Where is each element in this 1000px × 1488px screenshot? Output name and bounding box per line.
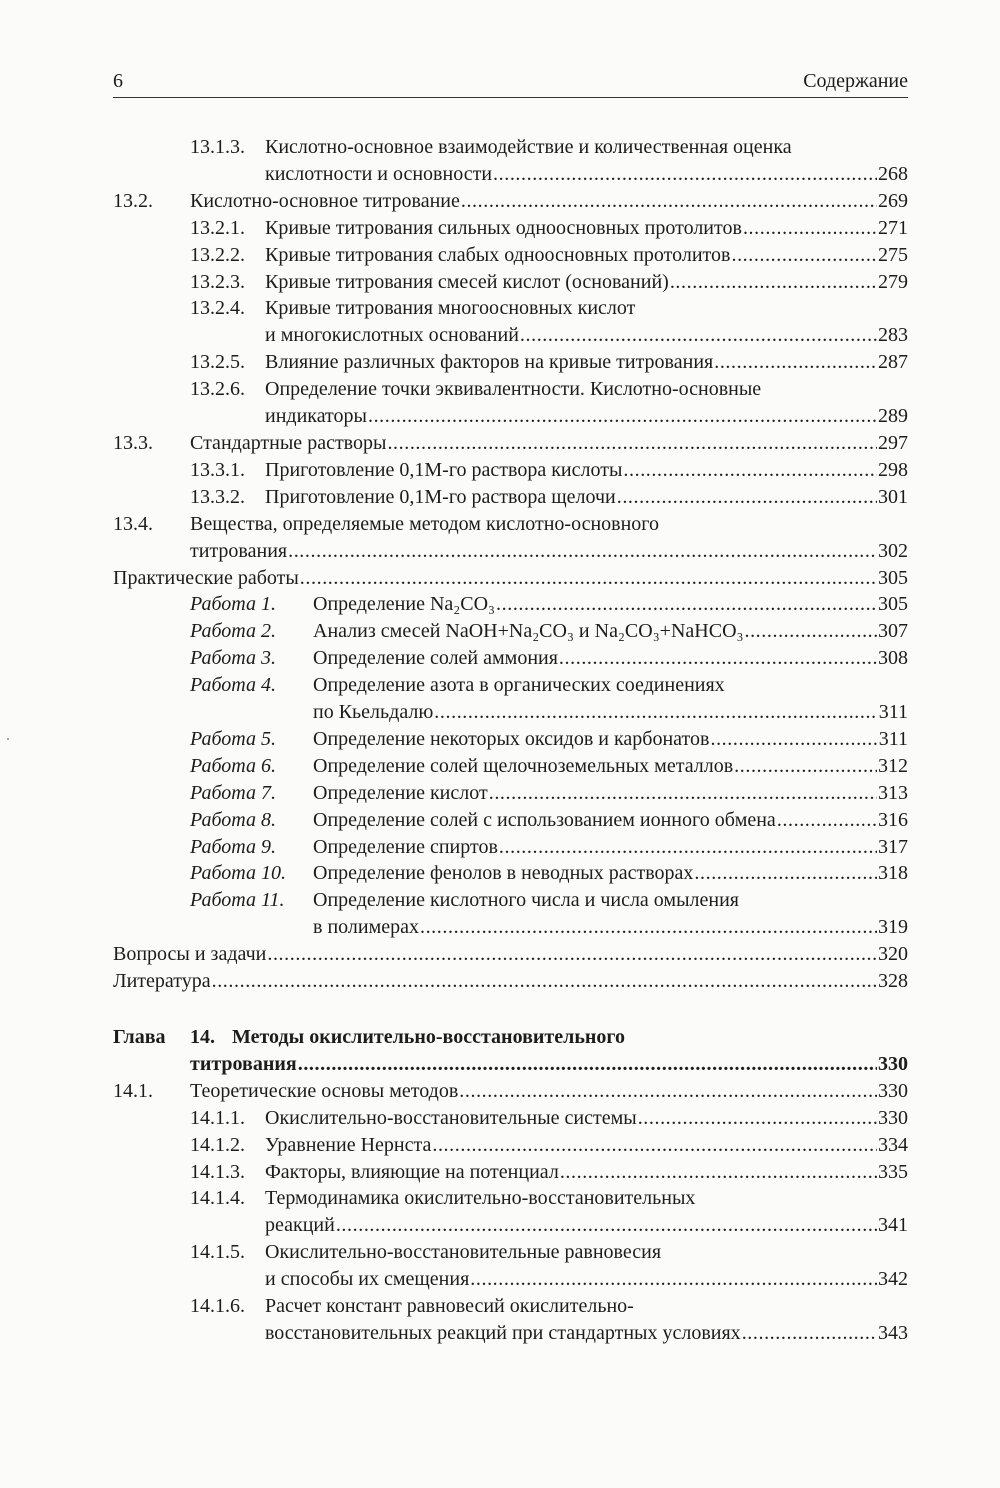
entry-number: 13.3.2.: [190, 485, 245, 508]
toc-entry[interactable]: [113, 457, 908, 484]
entry-number: Глава: [113, 1026, 166, 1048]
entry-page-number: 320: [878, 943, 908, 966]
entry-title-line: [265, 1159, 908, 1186]
dot-leader: [743, 215, 877, 242]
entry-page-number: 335: [878, 1160, 908, 1183]
entry-title-line: [313, 591, 908, 618]
toc-entry[interactable]: [113, 188, 908, 215]
toc-entry[interactable]: [113, 215, 908, 242]
entry-page-number: 297: [878, 431, 908, 454]
toc-entry[interactable]: [113, 753, 908, 780]
dot-leader: [499, 834, 877, 861]
entry-page-number: 307: [878, 620, 908, 643]
entry-page-number: 298: [878, 458, 908, 481]
dot-leader: [212, 968, 877, 995]
toc-entry[interactable]: [113, 1185, 908, 1239]
dot-leader: [710, 726, 877, 753]
toc-entry[interactable]: [113, 860, 908, 887]
entry-title-text: кислотности и основности: [265, 162, 493, 185]
dot-leader: [432, 1132, 877, 1159]
entry-title-line: [265, 1293, 908, 1320]
entry-number: 13.2.3.: [190, 270, 245, 293]
dot-leader: [714, 349, 877, 376]
entry-title-line: [190, 511, 908, 538]
toc-entry[interactable]: [113, 1132, 908, 1159]
entry-title-line: [265, 376, 908, 403]
entry-title-text: Кривые титрования слабых одноосновных протолитов: [265, 243, 731, 266]
entry-title-text: Приготовление 0,1М-го раствора кислоты: [265, 458, 623, 481]
entry-number: 14.1.6.: [190, 1295, 245, 1318]
entry-title-text: Определение Na₂CO₃: [313, 593, 496, 616]
toc-entry[interactable]: [113, 672, 908, 726]
entry-number: 13.1.3.: [190, 136, 245, 158]
entry-title-text: Кривые титрования смесей кислот (оснований): [265, 270, 669, 293]
entry-title-text: Расчет констант равновесий окислительно-: [265, 1295, 634, 1318]
entry-title-line: [190, 1078, 908, 1105]
entry-title-text: Анализ смесей NaOH+Na₂CO₃ и Na₂CO₃+NaHCO₃: [313, 620, 744, 643]
entry-page-number: 328: [878, 970, 908, 993]
entry-title-line: [313, 860, 908, 887]
entry-page-number: 269: [878, 189, 908, 212]
entry-page-number: 313: [878, 781, 908, 804]
entry-page-number: 311: [878, 727, 908, 750]
toc-entry[interactable]: [113, 887, 908, 941]
entry-title-line: [265, 161, 908, 188]
dot-leader: [559, 645, 877, 672]
dot-leader: [617, 484, 877, 511]
toc-entry[interactable]: [113, 780, 908, 807]
dot-leader: [731, 242, 877, 269]
entry-title-text: Термодинамика окислительно-восстановительных: [265, 1187, 696, 1210]
entry-number: Работа 4.: [190, 674, 276, 697]
entry-title-line: [265, 349, 908, 376]
entry-title-text: реакций: [265, 1214, 335, 1237]
entry-number: 14.1.5.: [190, 1241, 245, 1264]
running-header-title: Содержание: [803, 70, 908, 92]
entry-title-line: [265, 215, 908, 242]
entry-number: 14.1.1.: [190, 1106, 245, 1129]
toc-entry[interactable]: [113, 1239, 908, 1293]
entry-number: 13.2.4.: [190, 297, 245, 320]
entry-number: 13.2.: [113, 189, 153, 212]
toc-entry[interactable]: [113, 807, 908, 834]
dot-leader: [623, 457, 877, 484]
entry-number: Работа 7.: [190, 781, 276, 804]
dot-leader: [288, 538, 877, 565]
entry-page-number: 343: [878, 1321, 908, 1344]
entry-title-line: [313, 672, 908, 699]
entry-title-text: Кривые титрования многоосновных кислот: [265, 297, 636, 320]
entry-title-text: Определение солей с использованием ионного обмена: [313, 808, 776, 831]
entry-title-line: [265, 1105, 908, 1132]
entry-number: 13.3.: [113, 431, 153, 454]
entry-page-number: 311: [878, 701, 908, 724]
dot-leader: [742, 1320, 877, 1347]
dot-leader: [267, 941, 877, 968]
entry-title-text: титрования: [190, 1052, 297, 1075]
entry-page-number: 275: [878, 243, 908, 266]
entry-page-number: 312: [878, 754, 908, 777]
entry-title-text: Определение спиртов: [313, 835, 498, 858]
entry-page-number: 287: [878, 351, 908, 374]
dot-leader: [459, 1078, 877, 1105]
entry-title-line: [232, 1024, 908, 1051]
entry-number: 14.1.4.: [190, 1187, 245, 1210]
entry-number: 14.1.3.: [190, 1160, 245, 1183]
entry-title-line: [190, 1051, 908, 1078]
entry-title-text: Вопросы и задачи: [113, 943, 267, 966]
entry-title-line: [313, 914, 908, 941]
entry-title-line: [313, 699, 908, 726]
dot-leader: [734, 753, 877, 780]
entry-title-text: и способы их смещения: [265, 1268, 470, 1291]
entry-title-line: [265, 269, 908, 296]
toc-entry[interactable]: [113, 968, 908, 995]
dot-leader: [298, 1051, 877, 1078]
dot-leader: [470, 1266, 877, 1293]
entry-title-line: [265, 1320, 908, 1347]
entry-title-line: [313, 780, 908, 807]
entry-title-line: [113, 968, 908, 995]
dot-leader: [496, 591, 877, 618]
entry-number: Работа 10.: [190, 862, 286, 885]
entry-title-line: [265, 1185, 908, 1212]
entry-title-text: Определение кислот: [313, 781, 488, 804]
toc-entry[interactable]: [113, 1024, 908, 1078]
header-rule: [113, 97, 908, 98]
entry-title-line: [265, 1132, 908, 1159]
entry-title-line: [313, 726, 908, 753]
entry-number: Работа 6.: [190, 754, 276, 777]
entry-number: Работа 3.: [190, 647, 276, 670]
entry-title-text: в полимерах: [313, 916, 419, 939]
entry-title-line: [265, 295, 908, 322]
entry-title-text: Кислотно-основное титрование: [190, 189, 460, 212]
entry-title-line: [313, 618, 908, 645]
entry-title-line: [313, 753, 908, 780]
dot-leader: [638, 1105, 877, 1132]
dot-leader: [300, 565, 877, 592]
toc-entry[interactable]: [113, 591, 908, 618]
entry-page-number: 268: [878, 162, 908, 185]
entry-title-text: индикаторы: [265, 405, 367, 428]
entry-title-line: [113, 941, 908, 968]
entry-page-number: 305: [878, 566, 908, 589]
entry-title-text: и многокислотных оснований: [265, 324, 519, 347]
entry-title-line: [265, 242, 908, 269]
entry-title-text: Определение солей щелочноземельных металлов: [313, 754, 734, 777]
entry-page-number: 341: [878, 1214, 908, 1237]
entry-page-number: 301: [878, 485, 908, 508]
entry-number: 13.2.1.: [190, 216, 245, 239]
toc-entry[interactable]: [113, 726, 908, 753]
entry-number: 13.2.5.: [190, 351, 245, 374]
entry-page-number: 308: [878, 647, 908, 670]
toc-entry[interactable]: [113, 941, 908, 968]
toc-entry[interactable]: [113, 242, 908, 269]
toc-entry[interactable]: [113, 1293, 908, 1347]
dot-leader: [434, 699, 877, 726]
toc-entry[interactable]: [113, 645, 908, 672]
entry-title-line: [265, 457, 908, 484]
scan-speck: [7, 738, 9, 740]
entry-title-text: Определение некоторых оксидов и карбонатов: [313, 727, 710, 750]
entry-number: 13.2.2.: [190, 243, 245, 266]
entry-title-text: Практические работы: [113, 566, 299, 589]
toc-entry[interactable]: [113, 565, 908, 592]
dot-leader: [336, 1212, 877, 1239]
page-number: 6: [113, 70, 123, 92]
entry-page-number: 305: [878, 593, 908, 616]
entry-number: Работа 5.: [190, 727, 276, 750]
entry-title-line: [265, 134, 908, 161]
entry-title-text: по Кьельдалю: [313, 701, 434, 724]
entry-number: Работа 9.: [190, 835, 276, 858]
entry-title-line: [190, 188, 908, 215]
toc-entry[interactable]: [113, 376, 908, 430]
toc-entry[interactable]: [113, 1078, 908, 1105]
entry-title-text: Литература: [113, 970, 211, 993]
entry-number: 14.1.: [113, 1079, 153, 1102]
dot-leader: [461, 188, 877, 215]
entry-title-text: Определение точки эквивалентности. Кислотно-основные: [265, 378, 762, 401]
chapter-number: 14.: [190, 1026, 215, 1048]
entry-page-number: 283: [878, 324, 908, 347]
entry-title-line: [190, 430, 908, 457]
entry-title-text: Кислотно-основное взаимодействие и количественная оценка: [265, 136, 792, 158]
entry-title-text: Влияние различных факторов на кривые титрования: [265, 351, 714, 374]
entry-page-number: 330: [878, 1106, 908, 1129]
entry-number: Работа 2.: [190, 620, 276, 643]
entry-title-line: [313, 645, 908, 672]
entry-title-line: [265, 1266, 908, 1293]
entry-page-number: 319: [878, 916, 908, 939]
entry-number: 13.2.6.: [190, 378, 245, 401]
entry-page-number: 330: [878, 1079, 908, 1102]
dot-leader: [493, 161, 877, 188]
table-of-contents: [113, 134, 908, 1347]
entry-page-number: 279: [878, 270, 908, 293]
entry-title-line: [265, 403, 908, 430]
toc-entry[interactable]: [113, 134, 908, 188]
entry-title-line: [265, 1212, 908, 1239]
entry-title-text: титрования: [190, 539, 288, 562]
entry-title-text: Теоретические основы методов: [190, 1079, 459, 1102]
entry-number: 14.1.2.: [190, 1133, 245, 1156]
entry-page-number: 271: [878, 216, 908, 239]
dot-leader: [694, 860, 877, 887]
toc-entry[interactable]: [113, 1105, 908, 1132]
entry-page-number: 317: [878, 835, 908, 858]
entry-number: Работа 1.: [190, 593, 276, 616]
entry-title-text: Кривые титрования сильных одноосновных протолитов: [265, 216, 742, 239]
entry-page-number: 342: [878, 1268, 908, 1291]
entry-page-number: 316: [878, 808, 908, 831]
entry-title-text: Определение солей аммония: [313, 647, 558, 670]
toc-entry[interactable]: [113, 1159, 908, 1186]
toc-entry[interactable]: [113, 430, 908, 457]
entry-number: 13.4.: [113, 512, 153, 535]
entry-title-line: [313, 807, 908, 834]
toc-entry[interactable]: [113, 349, 908, 376]
entry-title-text: Приготовление 0,1М-го раствора щелочи: [265, 485, 616, 508]
toc-entry[interactable]: [113, 269, 908, 296]
entry-page-number: 318: [878, 862, 908, 885]
entry-title-text: Методы окислительно-восстановительного: [232, 1026, 625, 1048]
dot-leader: [560, 1159, 877, 1186]
entry-title-text: Определение фенолов в неводных растворах: [313, 862, 694, 885]
toc-entry[interactable]: [113, 834, 908, 861]
entry-page-number: 330: [878, 1052, 908, 1075]
entry-number: Работа 8.: [190, 808, 276, 831]
toc-entry[interactable]: [113, 618, 908, 645]
toc-entry[interactable]: [113, 484, 908, 511]
toc-entry[interactable]: [113, 511, 908, 565]
dot-leader: [777, 807, 877, 834]
dot-leader: [520, 322, 877, 349]
entry-title-text: Определение азота в органических соединениях: [313, 674, 725, 697]
entry-title-line: [313, 834, 908, 861]
entry-page-number: 334: [878, 1133, 908, 1156]
entry-title-text: восстановительных реакций при стандартных условиях: [265, 1321, 741, 1344]
toc-entry[interactable]: [113, 295, 908, 349]
entry-title-line: [265, 1239, 908, 1266]
entry-title-line: [265, 322, 908, 349]
entry-title-text: Стандартные растворы: [190, 431, 387, 454]
entry-title-text: Определение кислотного числа и числа омыления: [313, 889, 739, 912]
entry-title-text: Окислительно-восстановительные системы: [265, 1106, 637, 1129]
entry-title-line: [190, 538, 908, 565]
entry-title-line: [313, 887, 908, 914]
entry-title-line: [265, 484, 908, 511]
dot-leader: [489, 780, 877, 807]
entry-number: 13.3.1.: [190, 458, 245, 481]
entry-title-line: [113, 565, 908, 592]
entry-title-text: Вещества, определяемые методом кислотно-основного: [190, 512, 659, 535]
entry-title-text: Уравнение Нернста: [265, 1133, 432, 1156]
entry-page-number: 289: [878, 405, 908, 428]
entry-title-text: Факторы, влияющие на потенциал: [265, 1160, 559, 1183]
dot-leader: [368, 403, 877, 430]
entry-title-text: Окислительно-восстановительные равновесия: [265, 1241, 662, 1264]
dot-leader: [387, 430, 877, 457]
dot-leader: [420, 914, 877, 941]
entry-page-number: 302: [878, 539, 908, 562]
dot-leader: [670, 269, 877, 296]
entry-number: Работа 11.: [190, 889, 285, 912]
dot-leader: [744, 618, 877, 645]
